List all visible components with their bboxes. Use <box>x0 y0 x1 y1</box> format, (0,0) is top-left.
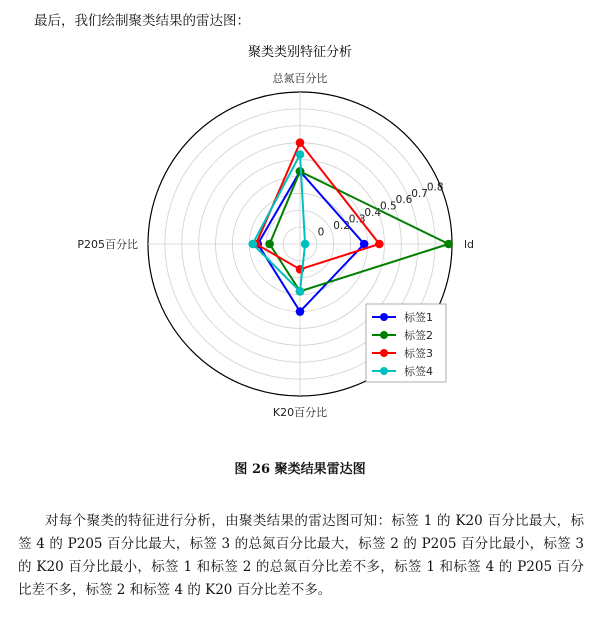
data-point <box>296 150 305 159</box>
axis-label: 总氮百分比 <box>272 72 328 85</box>
radial-tick-label: 0.5 <box>380 200 397 213</box>
figure-caption: 图 26 聚类结果雷达图 <box>234 462 366 477</box>
legend-marker <box>380 331 388 339</box>
data-point <box>301 240 310 249</box>
chart-legend <box>366 304 446 382</box>
data-point <box>296 138 305 147</box>
axis-label: P205百分比 <box>77 238 138 251</box>
series-line <box>258 171 364 311</box>
data-point <box>265 240 274 249</box>
radial-tick-label: 0 <box>317 226 325 239</box>
chart-title: 聚类类别特征分析 <box>247 45 353 60</box>
data-point <box>444 240 453 249</box>
data-point <box>296 287 305 296</box>
radar-chart-svg <box>77 42 510 432</box>
radial-tick-label: 0.2 <box>333 220 350 233</box>
radial-tick-label: 0.7 <box>411 187 428 200</box>
intro-text: 最后，我们绘制聚类结果的雷达图： <box>34 13 250 29</box>
radial-tick-label: 0.6 <box>395 194 413 207</box>
data-point <box>375 240 384 249</box>
legend-label: 标签3 <box>404 347 433 360</box>
legend-marker <box>380 313 388 321</box>
axis-label: K20百分比 <box>272 406 328 419</box>
legend-label: 标签4 <box>404 365 433 378</box>
data-point <box>248 240 257 249</box>
radar-chart <box>77 42 510 432</box>
radial-tick-label: 0.4 <box>364 207 382 220</box>
legend-label: 标签1 <box>404 311 433 324</box>
body-paragraph: 对每个聚类的特征进行分析，由聚类结果的雷达图可知：标签 1 的 K20 百分比最大，标签 4 的 P205 百分比最大，标签 3 的总氮百分比最大，标签 2 的 P205 百分比最小，标签 3 的 K20 百分比最小，标签 1 和标签 2 的总氮百分比差不多，标签 1 和标签 4 的 P205 百分比差不多，标签 2 和标签 4 的 K20 百分比差不多。 <box>18 513 584 598</box>
radial-tick-label: 0.8 <box>426 181 444 194</box>
radial-tick-label: 0.3 <box>348 213 366 226</box>
legend-marker <box>380 367 388 375</box>
legend-marker <box>380 349 388 357</box>
legend-label: 标签2 <box>404 329 433 342</box>
series-3 <box>252 138 384 273</box>
data-point <box>296 307 305 316</box>
axis-label: ld <box>464 238 475 251</box>
